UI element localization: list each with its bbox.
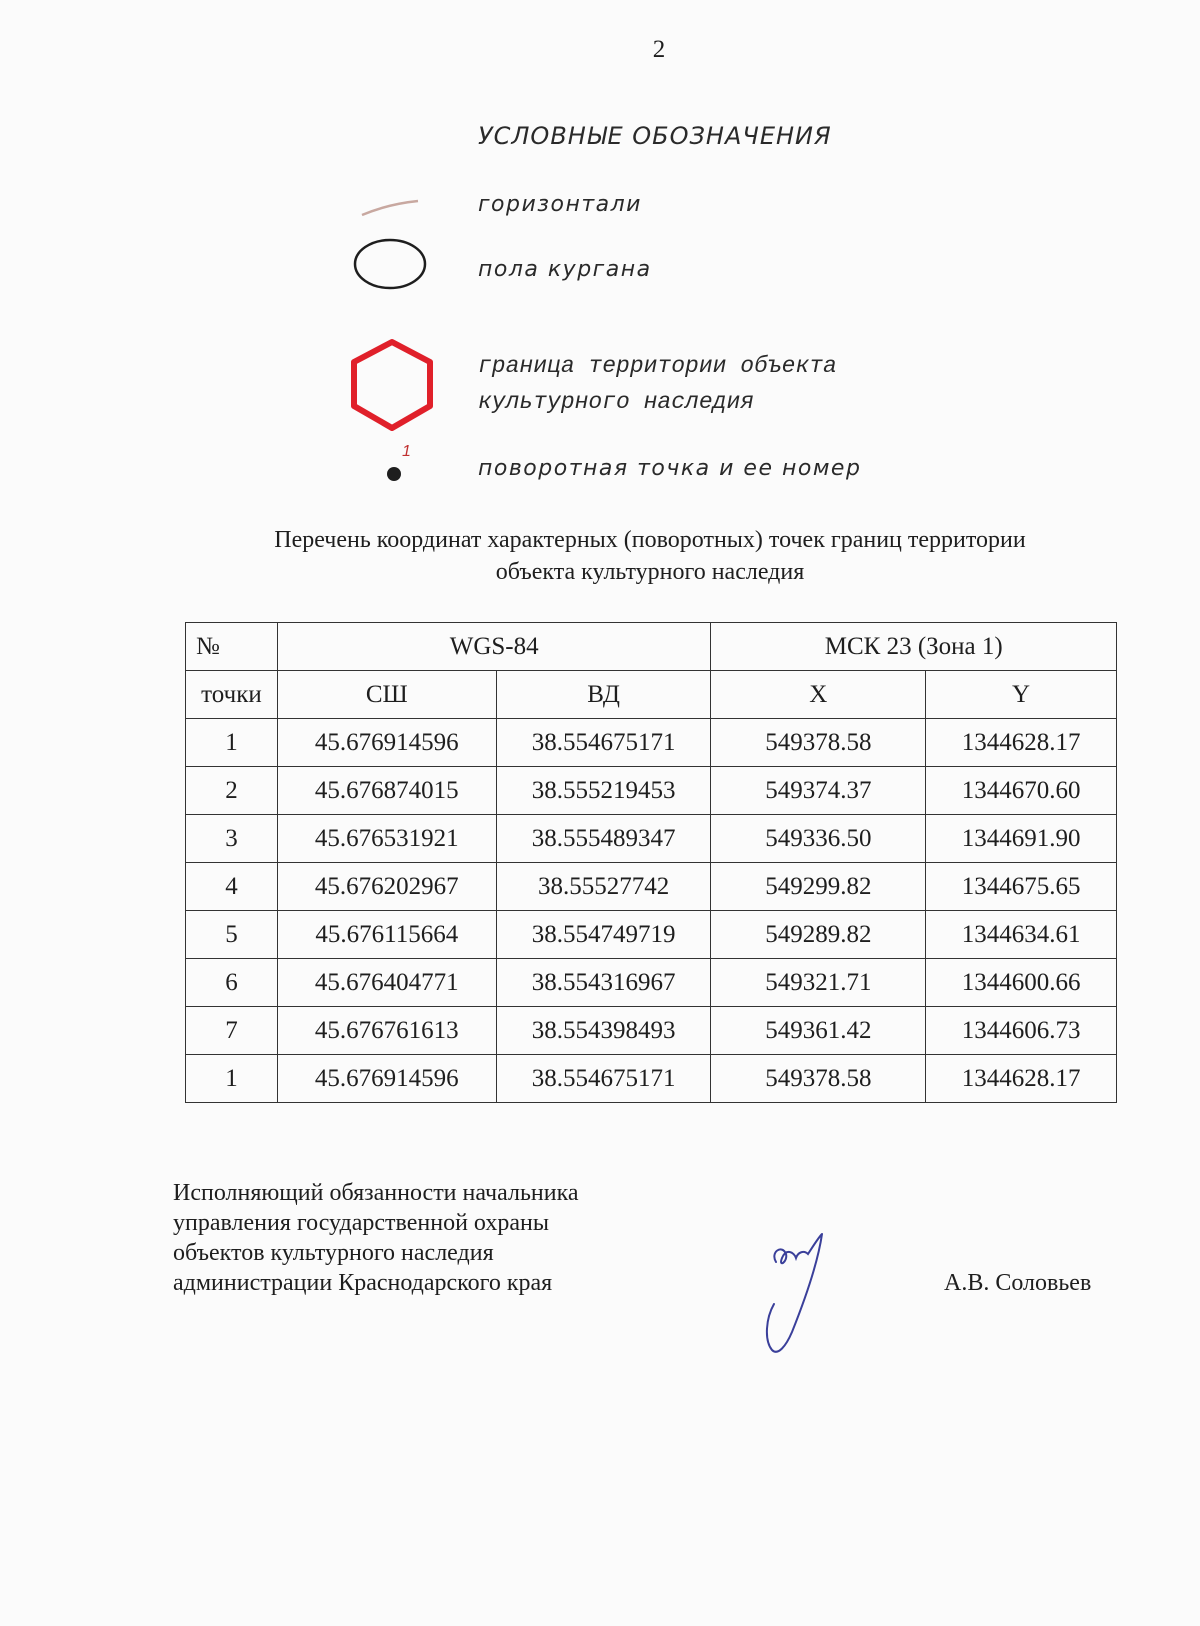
header-longitude: ВД bbox=[496, 671, 711, 719]
legend-label-contours: горизонтали bbox=[478, 192, 642, 217]
heritage-boundary-polygon-icon bbox=[346, 336, 438, 434]
cell-y: 1344675.65 bbox=[926, 863, 1117, 911]
cell-point-number: 5 bbox=[186, 911, 278, 959]
cell-x: 549378.58 bbox=[711, 1055, 926, 1103]
cell-x: 549289.82 bbox=[711, 911, 926, 959]
header-x: X bbox=[711, 671, 926, 719]
cell-latitude: 45.676202967 bbox=[277, 863, 496, 911]
legend-label-mound-floor: пола кургана bbox=[478, 257, 652, 282]
header-wgs84: WGS-84 bbox=[277, 623, 711, 671]
table-row bbox=[186, 815, 1117, 863]
cell-latitude: 45.676531921 bbox=[277, 815, 496, 863]
cell-y: 1344691.90 bbox=[926, 815, 1117, 863]
cell-longitude: 38.554398493 bbox=[496, 1007, 711, 1055]
cell-x: 549361.42 bbox=[711, 1007, 926, 1055]
signature-position bbox=[173, 1178, 579, 1298]
cell-y: 1344600.66 bbox=[926, 959, 1117, 1007]
contour-line-icon bbox=[360, 196, 420, 220]
table-caption bbox=[150, 524, 1150, 588]
cell-y: 1344634.61 bbox=[926, 911, 1117, 959]
cell-latitude: 45.676874015 bbox=[277, 767, 496, 815]
cell-latitude: 45.676914596 bbox=[277, 719, 496, 767]
position-line-3: объектов культурного наследия bbox=[173, 1240, 494, 1266]
header-latitude: СШ bbox=[277, 671, 496, 719]
cell-x: 549378.58 bbox=[711, 719, 926, 767]
cell-y: 1344628.17 bbox=[926, 1055, 1117, 1103]
coordinates-table bbox=[185, 622, 1117, 1103]
cell-x: 549321.71 bbox=[711, 959, 926, 1007]
table-row bbox=[186, 911, 1117, 959]
cell-longitude: 38.554316967 bbox=[496, 959, 711, 1007]
caption-line-1: Перечень координат характерных (поворотных) точек границ территории bbox=[274, 527, 1026, 553]
position-line-2: управления государственной охраны bbox=[173, 1210, 549, 1236]
handwritten-signature bbox=[752, 1222, 852, 1362]
header-y: Y bbox=[926, 671, 1117, 719]
cell-point-number: 7 bbox=[186, 1007, 278, 1055]
cell-point-number: 2 bbox=[186, 767, 278, 815]
legend-label-boundary-line1: граница территории объекта bbox=[478, 353, 837, 379]
legend-label-boundary-line2: культурного наследия bbox=[478, 389, 755, 415]
table-header-row-1 bbox=[186, 623, 1117, 671]
table-row bbox=[186, 959, 1117, 1007]
cell-point-number: 1 bbox=[186, 1055, 278, 1103]
turning-point-icon bbox=[380, 436, 420, 486]
cell-y: 1344606.73 bbox=[926, 1007, 1117, 1055]
header-num-symbol: № bbox=[186, 623, 278, 671]
table-row bbox=[186, 1007, 1117, 1055]
position-line-1: Исполняющий обязанности начальника bbox=[173, 1180, 579, 1206]
cell-longitude: 38.554749719 bbox=[496, 911, 711, 959]
table-row bbox=[186, 1055, 1117, 1103]
table-row bbox=[186, 767, 1117, 815]
legend-label-turning-point: поворотная точка и ее номер bbox=[478, 456, 862, 481]
cell-longitude: 38.554675171 bbox=[496, 719, 711, 767]
legend-title: УСЛОВНЫЕ ОБОЗНАЧЕНИЯ bbox=[478, 122, 832, 150]
cell-longitude: 38.555489347 bbox=[496, 815, 711, 863]
cell-y: 1344628.17 bbox=[926, 719, 1117, 767]
cell-latitude: 45.676115664 bbox=[277, 911, 496, 959]
header-msk23: МСК 23 (Зона 1) bbox=[711, 623, 1117, 671]
cell-latitude: 45.676404771 bbox=[277, 959, 496, 1007]
turning-point-number: 1 bbox=[402, 443, 411, 460]
cell-longitude: 38.554675171 bbox=[496, 1055, 711, 1103]
position-line-4: администрации Краснодарского края bbox=[173, 1270, 553, 1296]
cell-x: 549299.82 bbox=[711, 863, 926, 911]
cell-longitude: 38.55527742 bbox=[496, 863, 711, 911]
table-row bbox=[186, 863, 1117, 911]
signer-name: А.В. Соловьев bbox=[944, 1270, 1092, 1296]
cell-point-number: 3 bbox=[186, 815, 278, 863]
mound-floor-ellipse-icon bbox=[350, 236, 430, 292]
cell-x: 549336.50 bbox=[711, 815, 926, 863]
cell-point-number: 4 bbox=[186, 863, 278, 911]
cell-latitude: 45.676914596 bbox=[277, 1055, 496, 1103]
table-row bbox=[186, 719, 1117, 767]
cell-longitude: 38.555219453 bbox=[496, 767, 711, 815]
table-header-row-2 bbox=[186, 671, 1117, 719]
cell-x: 549374.37 bbox=[711, 767, 926, 815]
cell-latitude: 45.676761613 bbox=[277, 1007, 496, 1055]
cell-y: 1344670.60 bbox=[926, 767, 1117, 815]
cell-point-number: 6 bbox=[186, 959, 278, 1007]
cell-point-number: 1 bbox=[186, 719, 278, 767]
caption-line-2: объекта культурного наследия bbox=[495, 559, 805, 585]
page-number: 2 bbox=[652, 36, 666, 63]
header-point-label: точки bbox=[186, 671, 278, 719]
